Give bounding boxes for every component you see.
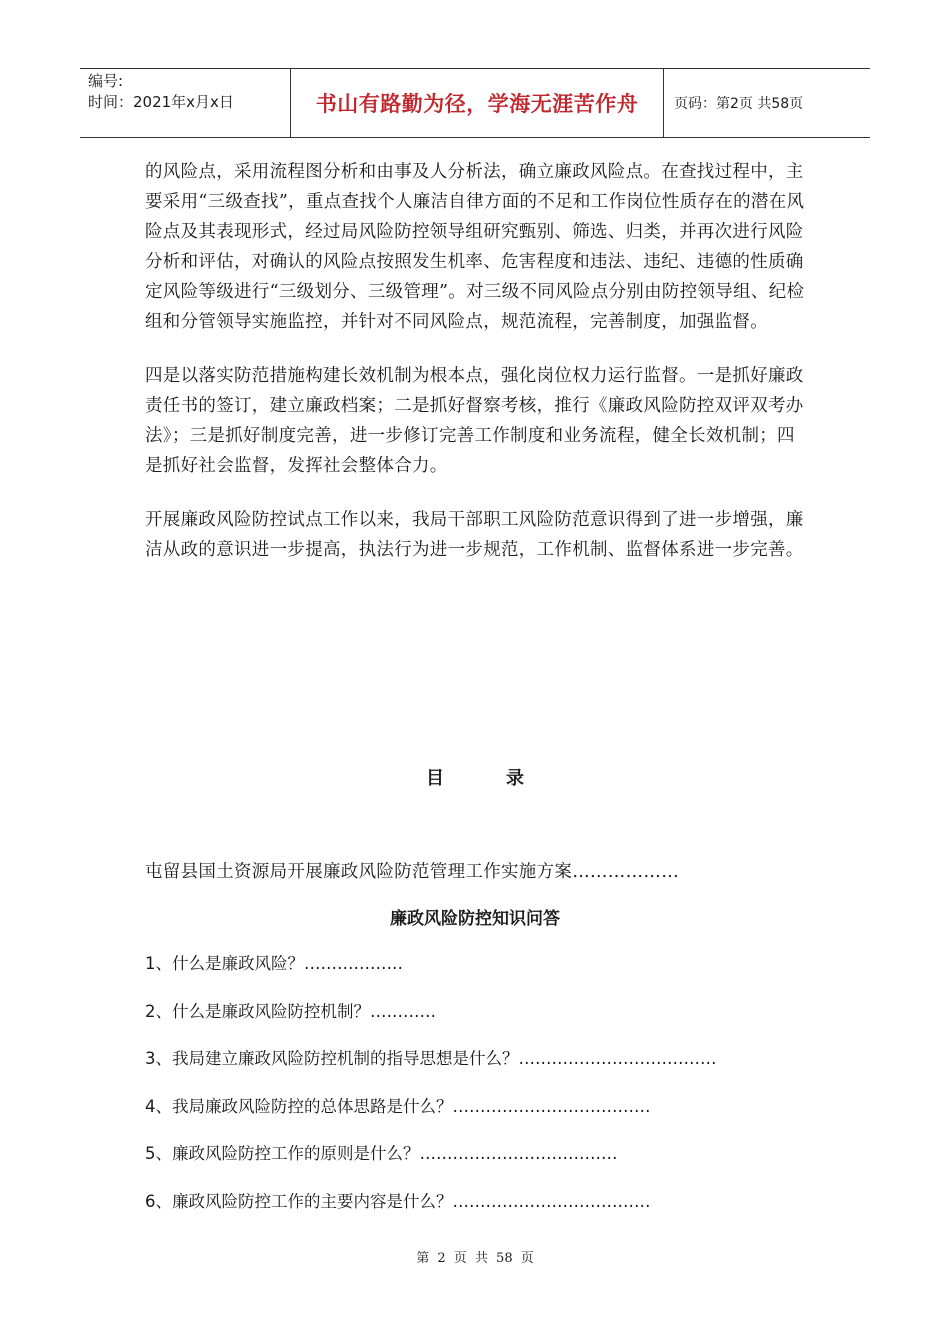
paragraph: 四是以落实防范措施构建长效机制为根本点，强化岗位权力运行监督。一是抓好廉政责任书的签订，建立廉政档案；二是抓好督察考核，推行《廉政风险防控双评双考办法》；三是抓好制度完善，进一步修订完善工作制度和业务流程，健全长效机制；四是抓好社会监督，发挥社会整体合力。	[145, 366, 804, 476]
paragraph: 开展廉政风险防控试点工作以来，我局干部职工风险防范意识得到了进一步增强，廉洁从政的意识进一步提高，执法行为进一步规范，工作机制、监督体系进一步完善。	[145, 510, 804, 560]
header-motto: 书山有路勤为径，学海无涯苦作舟	[291, 69, 664, 137]
header-page-info: 页码：第2页 共58页	[674, 96, 804, 112]
toc-item[interactable]: 1、什么是廉政风险？………………	[145, 954, 403, 973]
toc-item[interactable]: 5、廉政风险防控工作的原则是什么？………………………………	[145, 1144, 618, 1163]
page-footer: 第 2 页 共 58 页	[416, 1251, 534, 1266]
page-header	[80, 68, 870, 138]
toc-item[interactable]: 4、我局廉政风险防控的总体思路是什么？………………………………	[145, 1096, 651, 1116]
header-meta	[80, 69, 291, 137]
toc-title: 目录	[426, 768, 586, 789]
toc-item[interactable]: 3、我局建立廉政风险防控机制的指导思想是什么？………………………………	[145, 1049, 717, 1068]
time-label: 时间：2021年x月x日	[88, 93, 234, 111]
toc-item[interactable]: 6、廉政风险防控工作的主要内容是什么？………………………………	[145, 1191, 651, 1211]
toc-item[interactable]: 2、什么是廉政风险防控机制？…………	[145, 1001, 436, 1021]
number-label: 编号:	[88, 72, 124, 90]
toc-list	[145, 952, 717, 1237]
toc-subtitle: 廉政风险防控知识问答	[390, 909, 560, 929]
body-text	[145, 157, 805, 589]
paragraph: 的风险点，采用流程图分析和由事及人分析法，确立廉政风险点。在查找过程中，主要采用“三级查找”，重点查找个人廉洁自律方面的不足和工作岗位性质存在的潜在风险点及其表现形式，经过局风险防控领导组研究甄别、筛选、归类，并再次进行风险分析和评估，对确认的风险点按照发生机率、危害程度和违法、违纪、违德的性质确定风险等级进行“三级划分、三级管理”。对三级不同风险点分别由防控领导组、纪检组和分管领导实施监控，并针对不同风险点，规范流程，完善制度，加强监督。	[145, 162, 805, 332]
toc-main-entry[interactable]: 屯留县国土资源局开展廉政风险防范管理工作实施方案………………	[145, 862, 679, 882]
